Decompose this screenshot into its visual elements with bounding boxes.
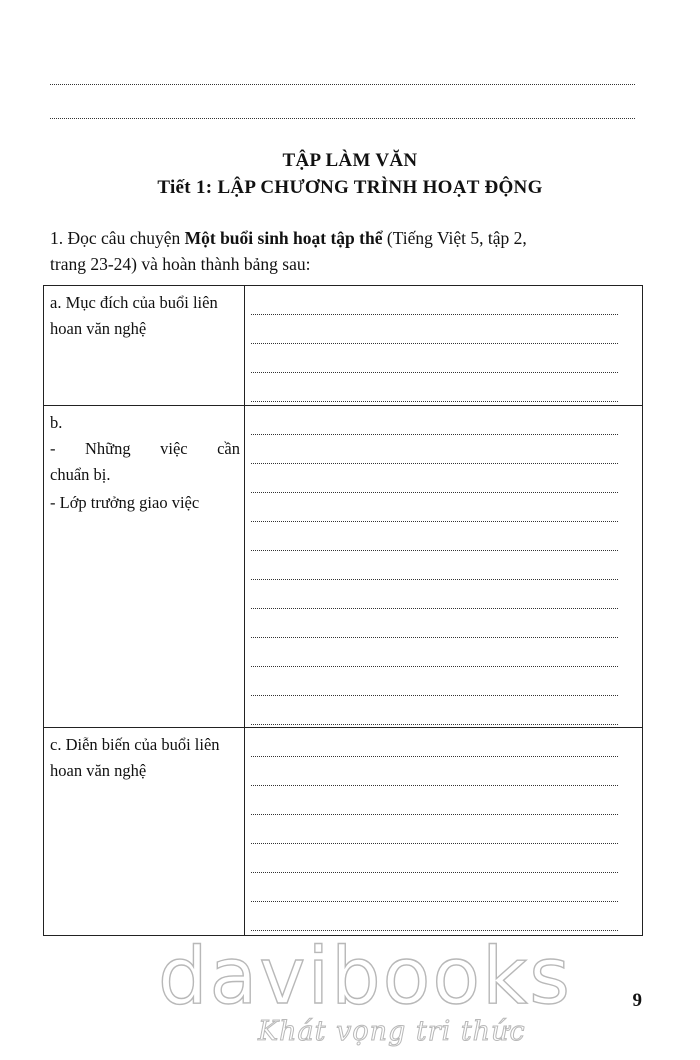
- instruction-line-2: trang 23-24) và hoàn thành bảng sau:: [50, 254, 311, 274]
- answer-line[interactable]: [251, 728, 618, 757]
- answer-line[interactable]: [251, 638, 618, 667]
- answer-line[interactable]: [251, 435, 618, 464]
- answer-line[interactable]: [251, 873, 618, 902]
- table-row: [44, 406, 643, 728]
- row-a-label: [44, 286, 245, 406]
- row-c-label-text: c. Diễn biến của buổi liên hoan văn nghệ: [50, 735, 220, 780]
- answer-line[interactable]: [251, 696, 618, 725]
- story-title: Một buổi sinh hoạt tập thể: [184, 228, 383, 248]
- answer-line[interactable]: [251, 464, 618, 493]
- row-b-label: [44, 406, 245, 728]
- section-title: TẬP LÀM VĂN: [282, 150, 418, 171]
- row-a-answer-area[interactable]: [245, 286, 643, 406]
- lesson-title: Tiết 1: LẬP CHƯƠNG TRÌNH HOẠT ĐỘNG: [157, 177, 543, 198]
- instruction-line-1: [50, 225, 650, 251]
- row-b-item-1b: chuẩn bị.: [50, 465, 111, 484]
- answer-line[interactable]: [251, 406, 618, 435]
- row-c-answer-area[interactable]: [245, 728, 643, 936]
- answer-line[interactable]: [251, 844, 618, 873]
- answer-line[interactable]: [251, 522, 618, 551]
- row-b-item-1a: - Những việc cần: [50, 439, 240, 458]
- answer-line[interactable]: [251, 315, 618, 344]
- watermark-brand: davibooks: [158, 932, 572, 1022]
- exercise-instruction: [50, 225, 650, 277]
- instruction-source: (Tiếng Việt 5, tập 2,: [382, 228, 527, 248]
- row-b-item-2: - Lớp trưởng giao việc: [50, 493, 200, 512]
- table-row: [44, 286, 643, 406]
- answer-line[interactable]: [251, 815, 618, 844]
- row-b-letter: b.: [50, 413, 63, 432]
- answer-line[interactable]: [251, 344, 618, 373]
- answer-line[interactable]: [251, 786, 618, 815]
- answer-line[interactable]: [251, 609, 618, 638]
- answer-line[interactable]: [251, 902, 618, 931]
- table-row: [44, 728, 643, 936]
- instruction-prefix: 1. Đọc câu chuyện: [50, 228, 185, 248]
- row-b-answer-area[interactable]: [245, 406, 643, 728]
- answer-line[interactable]: [251, 286, 618, 315]
- page-number: 9: [632, 990, 642, 1011]
- watermark-slogan: Khát vọng tri thức: [258, 1016, 526, 1047]
- answer-line[interactable]: [251, 580, 618, 609]
- answer-line[interactable]: [251, 757, 618, 786]
- row-a-label-text: a. Mục đích của buổi liên hoan văn nghệ: [50, 293, 218, 338]
- answer-line[interactable]: [251, 373, 618, 402]
- answer-line: [50, 84, 635, 85]
- answer-line: [50, 118, 635, 119]
- answer-line[interactable]: [251, 551, 618, 580]
- answer-line[interactable]: [251, 667, 618, 696]
- row-c-label: [44, 728, 245, 936]
- worksheet-table: [43, 285, 643, 936]
- answer-line[interactable]: [251, 493, 618, 522]
